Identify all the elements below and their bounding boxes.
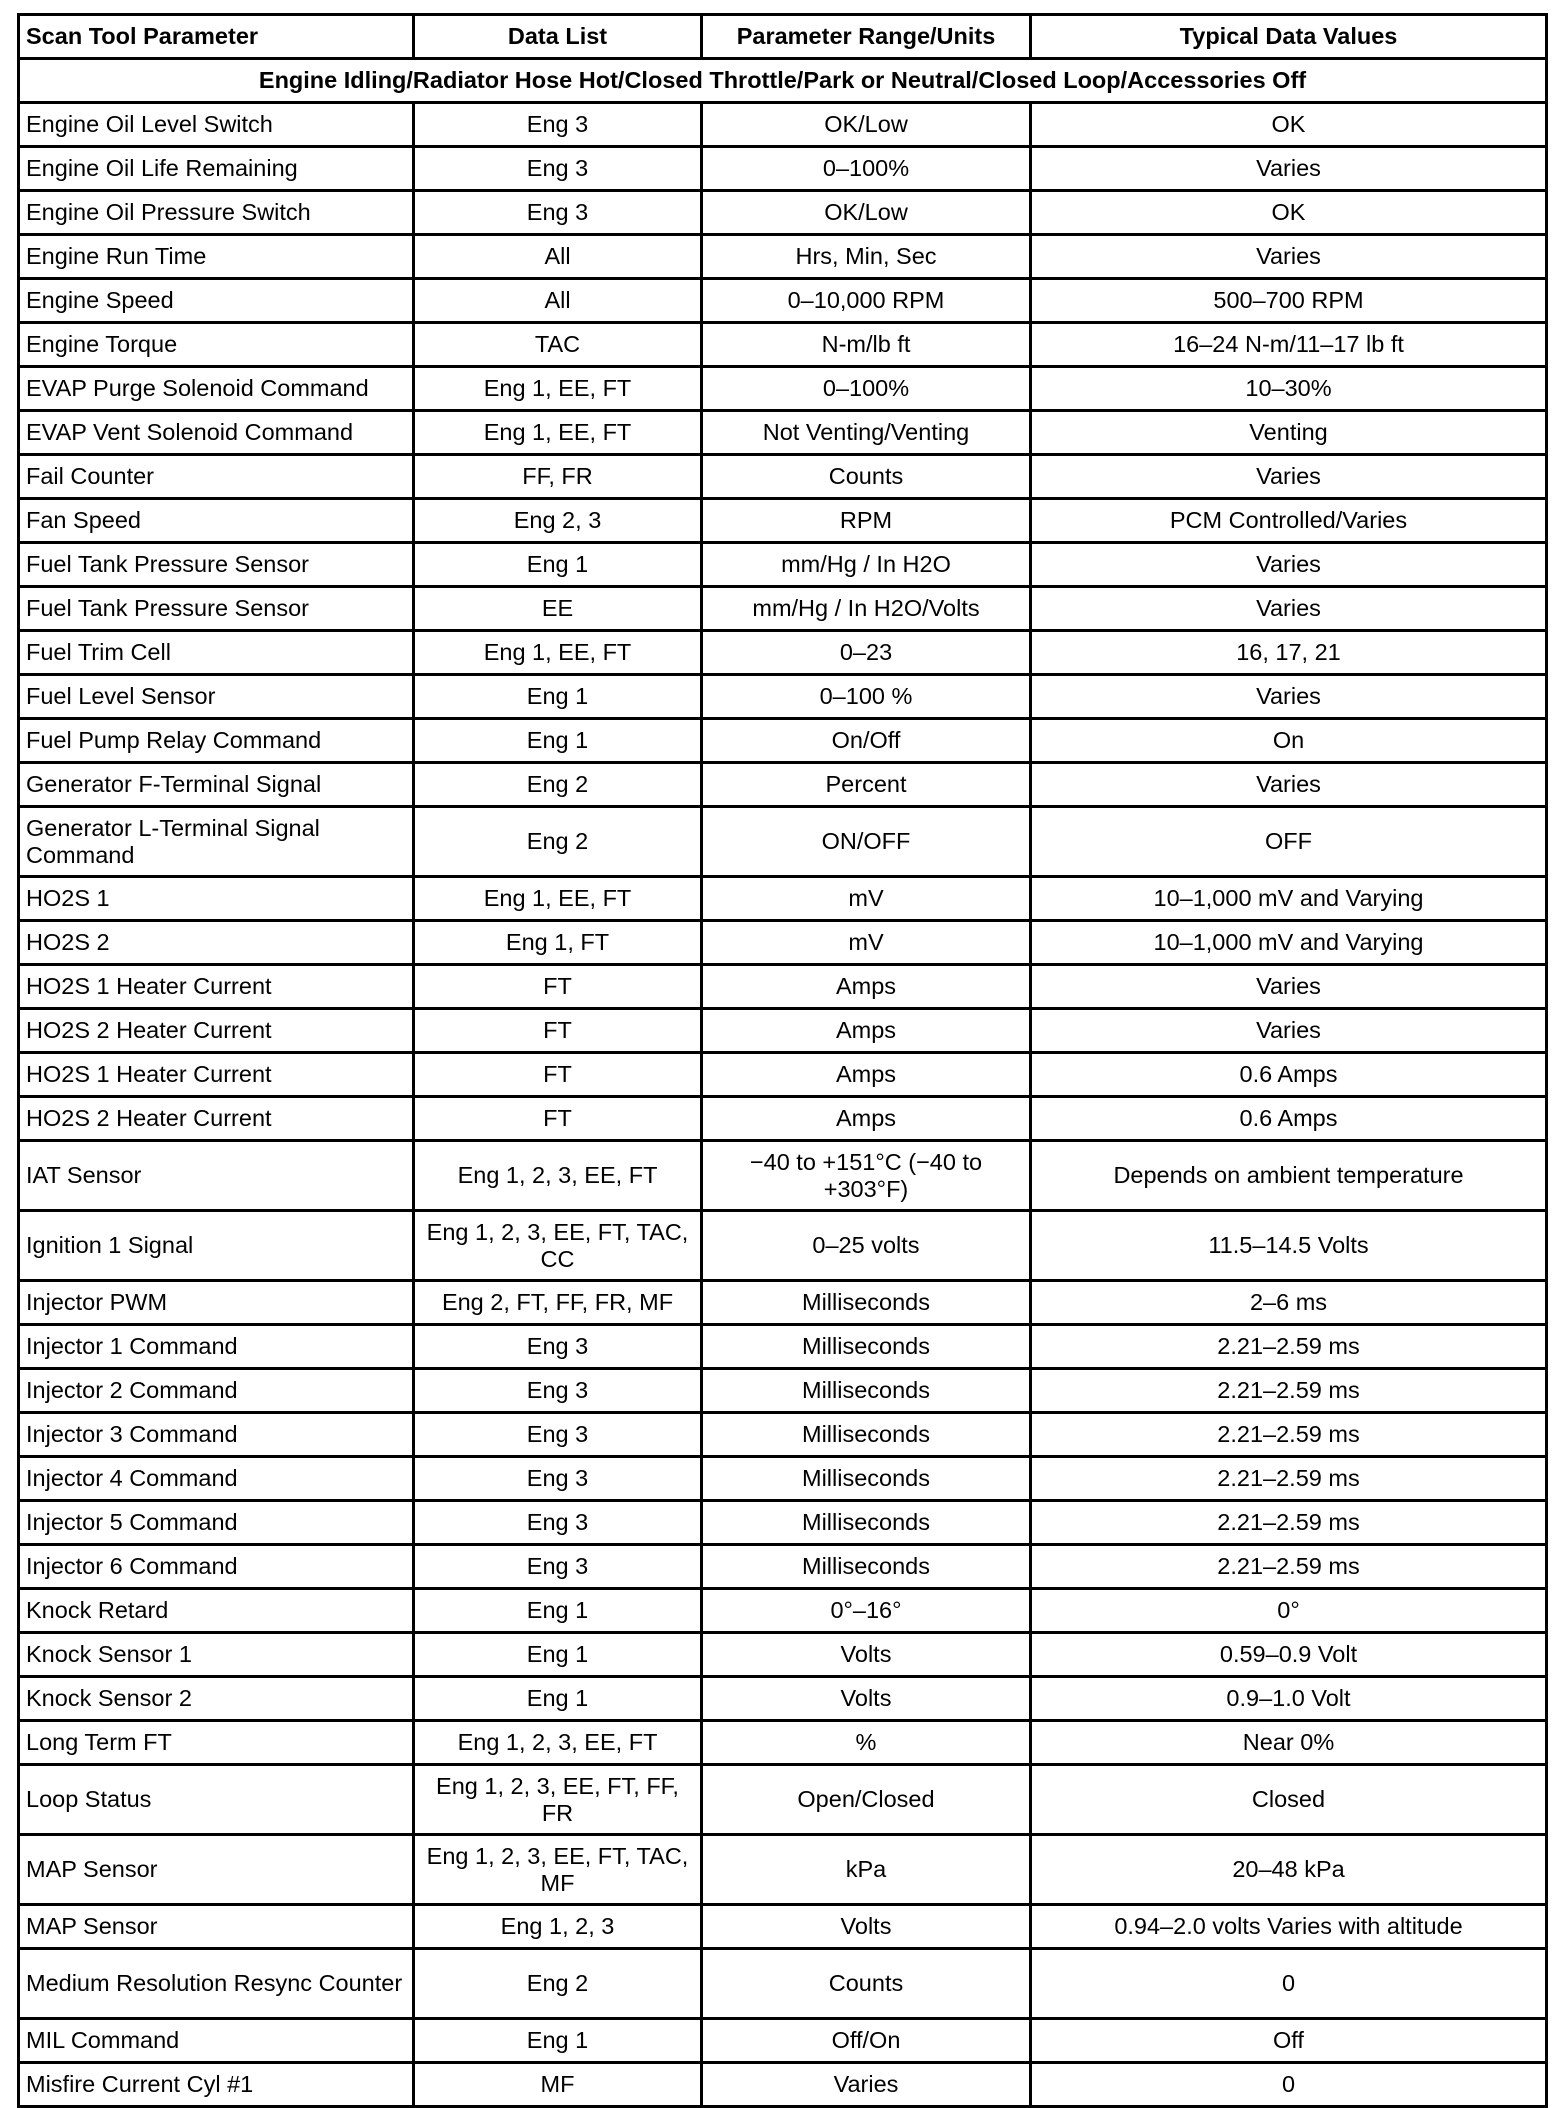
parameter-cell: HO2S 1 Heater Current [19,965,414,1009]
typical-value-cell: 0.6 Amps [1031,1097,1547,1141]
table-row [19,1053,1547,1097]
range-units-cell: Percent [702,763,1031,807]
range-units-cell: Milliseconds [702,1325,1031,1369]
range-units-cell: Milliseconds [702,1413,1031,1457]
table-row [19,2063,1547,2107]
range-units-cell: Milliseconds [702,1501,1031,1545]
typical-value-cell: 0 [1031,2063,1547,2107]
typical-value-cell: Varies [1031,147,1547,191]
typical-value-cell: Varies [1031,543,1547,587]
typical-value-cell: Closed [1031,1765,1547,1835]
data-list-cell: Eng 2, 3 [414,499,702,543]
parameter-cell: Ignition 1 Signal [19,1211,414,1281]
range-units-cell: mV [702,921,1031,965]
range-units-cell: Amps [702,965,1031,1009]
typical-value-cell: 2–6 ms [1031,1281,1547,1325]
data-list-cell: Eng 2 [414,807,702,877]
data-list-cell: FT [414,1097,702,1141]
parameter-cell: Injector 5 Command [19,1501,414,1545]
header-typical-data-values: Typical Data Values [1031,15,1547,59]
table-row [19,279,1547,323]
range-units-cell: OK/Low [702,191,1031,235]
typical-value-cell: PCM Controlled/Varies [1031,499,1547,543]
table-row [19,965,1547,1009]
range-units-cell: kPa [702,1835,1031,1905]
typical-value-cell: On [1031,719,1547,763]
range-units-cell: Amps [702,1053,1031,1097]
typical-value-cell: Varies [1031,965,1547,1009]
data-list-cell: Eng 2, FT, FF, FR, MF [414,1281,702,1325]
data-list-cell: Eng 1, 2, 3, EE, FT, TAC, CC [414,1211,702,1281]
parameter-cell: Fuel Trim Cell [19,631,414,675]
parameter-cell: Engine Oil Life Remaining [19,147,414,191]
range-units-cell: Amps [702,1009,1031,1053]
table-row [19,455,1547,499]
typical-value-cell: Depends on ambient temperature [1031,1141,1547,1211]
typical-value-cell: 0.9–1.0 Volt [1031,1677,1547,1721]
parameter-cell: MIL Command [19,2019,414,2063]
range-units-cell: Milliseconds [702,1545,1031,1589]
range-units-cell: Volts [702,1633,1031,1677]
range-units-cell: OK/Low [702,103,1031,147]
table-row [19,1457,1547,1501]
parameter-cell: EVAP Vent Solenoid Command [19,411,414,455]
data-list-cell: Eng 2 [414,1949,702,2019]
typical-value-cell: Venting [1031,411,1547,455]
table-row [19,877,1547,921]
typical-value-cell: 16–24 N-m/11–17 lb ft [1031,323,1547,367]
range-units-cell: 0–23 [702,631,1031,675]
typical-value-cell: 500–700 RPM [1031,279,1547,323]
data-list-cell: Eng 1 [414,719,702,763]
typical-value-cell: Varies [1031,763,1547,807]
table-row [19,1281,1547,1325]
table-row [19,1905,1547,1949]
range-units-cell: mm/Hg / In H2O/Volts [702,587,1031,631]
range-units-cell: RPM [702,499,1031,543]
parameter-cell: Injector 3 Command [19,1413,414,1457]
range-units-cell: −40 to +151°C (−40 to +303°F) [702,1141,1031,1211]
table-row [19,411,1547,455]
parameter-cell: Engine Oil Pressure Switch [19,191,414,235]
parameter-cell: EVAP Purge Solenoid Command [19,367,414,411]
typical-value-cell: 20–48 kPa [1031,1835,1547,1905]
table-row [19,1211,1547,1281]
parameter-cell: Fuel Tank Pressure Sensor [19,543,414,587]
parameter-cell: Long Term FT [19,1721,414,1765]
parameter-cell: Injector 4 Command [19,1457,414,1501]
table-row [19,1369,1547,1413]
parameter-cell: Fuel Pump Relay Command [19,719,414,763]
data-list-cell: Eng 1 [414,1589,702,1633]
range-units-cell: Amps [702,1097,1031,1141]
data-list-cell: Eng 1, EE, FT [414,367,702,411]
table-row [19,587,1547,631]
table-row [19,631,1547,675]
typical-value-cell: Varies [1031,455,1547,499]
typical-value-cell: 0.6 Amps [1031,1053,1547,1097]
data-list-cell: Eng 3 [414,1413,702,1457]
header-data-list: Data List [414,15,702,59]
parameter-cell: HO2S 2 Heater Current [19,1009,414,1053]
data-list-cell: Eng 1, 2, 3, EE, FT [414,1721,702,1765]
table-row [19,921,1547,965]
range-units-cell: On/Off [702,719,1031,763]
range-units-cell: 0–100% [702,147,1031,191]
parameter-cell: Fail Counter [19,455,414,499]
data-list-cell: MF [414,2063,702,2107]
typical-value-cell: 0.94–2.0 volts Varies with altitude [1031,1905,1547,1949]
data-list-cell: Eng 1 [414,543,702,587]
parameter-cell: Medium Resolution Resync Counter [19,1949,414,2019]
parameter-cell: Engine Run Time [19,235,414,279]
typical-value-cell: OK [1031,191,1547,235]
parameter-cell: HO2S 1 [19,877,414,921]
range-units-cell: 0–25 volts [702,1211,1031,1281]
table-row [19,1949,1547,2019]
data-list-cell: Eng 3 [414,1545,702,1589]
typical-value-cell: 2.21–2.59 ms [1031,1545,1547,1589]
data-list-cell: Eng 1, 2, 3, EE, FT, FF, FR [414,1765,702,1835]
range-units-cell: Milliseconds [702,1281,1031,1325]
table-row [19,1413,1547,1457]
parameter-cell: IAT Sensor [19,1141,414,1211]
parameter-cell: Fuel Level Sensor [19,675,414,719]
table-row [19,367,1547,411]
data-list-cell: FF, FR [414,455,702,499]
range-units-cell: Open/Closed [702,1765,1031,1835]
range-units-cell: 0°–16° [702,1589,1031,1633]
typical-value-cell: 2.21–2.59 ms [1031,1457,1547,1501]
section-title: Engine Idling/Radiator Hose Hot/Closed Throttle/Park or Neutral/Closed Loop/Accessories Off [19,59,1547,103]
table-row [19,807,1547,877]
data-list-cell: Eng 1 [414,675,702,719]
parameter-cell: Engine Oil Level Switch [19,103,414,147]
data-list-cell: Eng 1 [414,1677,702,1721]
range-units-cell: 0–100 % [702,675,1031,719]
typical-value-cell: 2.21–2.59 ms [1031,1325,1547,1369]
data-list-cell: Eng 1 [414,1633,702,1677]
range-units-cell: Counts [702,455,1031,499]
range-units-cell: mV [702,877,1031,921]
data-list-cell: FT [414,1009,702,1053]
typical-value-cell: 2.21–2.59 ms [1031,1501,1547,1545]
typical-value-cell: 16, 17, 21 [1031,631,1547,675]
table-row [19,1589,1547,1633]
data-list-cell: Eng 1, EE, FT [414,631,702,675]
typical-value-cell: OK [1031,103,1547,147]
table-row [19,1545,1547,1589]
range-units-cell: ON/OFF [702,807,1031,877]
typical-value-cell: Varies [1031,235,1547,279]
data-list-cell: Eng 3 [414,1457,702,1501]
range-units-cell: 0–10,000 RPM [702,279,1031,323]
parameter-cell: Generator L-Terminal Signal Command [19,807,414,877]
parameter-cell: Engine Speed [19,279,414,323]
range-units-cell: Milliseconds [702,1369,1031,1413]
data-list-cell: TAC [414,323,702,367]
table-row [19,543,1547,587]
parameter-cell: Loop Status [19,1765,414,1835]
parameter-cell: HO2S 1 Heater Current [19,1053,414,1097]
parameter-cell: Knock Retard [19,1589,414,1633]
typical-value-cell: 2.21–2.59 ms [1031,1369,1547,1413]
data-list-cell: Eng 3 [414,1325,702,1369]
table-row [19,235,1547,279]
typical-value-cell: Varies [1031,675,1547,719]
typical-value-cell: Varies [1031,587,1547,631]
table-row [19,1721,1547,1765]
range-units-cell: mm/Hg / In H2O [702,543,1031,587]
table-row [19,147,1547,191]
table-row [19,191,1547,235]
range-units-cell: Milliseconds [702,1457,1031,1501]
typical-value-cell: 10–1,000 mV and Varying [1031,921,1547,965]
data-list-cell: FT [414,965,702,1009]
typical-value-cell: 11.5–14.5 Volts [1031,1211,1547,1281]
typical-value-cell: 0° [1031,1589,1547,1633]
header-scan-tool-parameter: Scan Tool Parameter [19,15,414,59]
table-row [19,1677,1547,1721]
range-units-cell: Not Venting/Venting [702,411,1031,455]
parameter-cell: MAP Sensor [19,1905,414,1949]
typical-value-cell: 0.59–0.9 Volt [1031,1633,1547,1677]
range-units-cell: % [702,1721,1031,1765]
table-row [19,1009,1547,1053]
parameter-cell: Fuel Tank Pressure Sensor [19,587,414,631]
data-list-cell: Eng 1, EE, FT [414,877,702,921]
parameter-cell: Injector 2 Command [19,1369,414,1413]
parameter-cell: MAP Sensor [19,1835,414,1905]
table-row [19,1835,1547,1905]
table-row [19,1325,1547,1369]
table-row [19,763,1547,807]
section-row [19,59,1547,103]
table-row [19,499,1547,543]
data-list-cell: EE [414,587,702,631]
table-row [19,1765,1547,1835]
data-list-cell: Eng 1, 2, 3, EE, FT, TAC, MF [414,1835,702,1905]
parameter-cell: Misfire Current Cyl #1 [19,2063,414,2107]
table-row [19,1097,1547,1141]
data-list-cell: All [414,235,702,279]
data-list-cell: Eng 3 [414,1369,702,1413]
header-parameter-range-units: Parameter Range/Units [702,15,1031,59]
typical-value-cell: 10–30% [1031,367,1547,411]
range-units-cell: N-m/lb ft [702,323,1031,367]
table-row [19,1633,1547,1677]
data-list-cell: Eng 1, 2, 3 [414,1905,702,1949]
data-list-cell: FT [414,1053,702,1097]
header-row [19,15,1547,59]
typical-value-cell: 2.21–2.59 ms [1031,1413,1547,1457]
range-units-cell: Hrs, Min, Sec [702,235,1031,279]
parameter-cell: HO2S 2 [19,921,414,965]
range-units-cell: Off/On [702,2019,1031,2063]
range-units-cell: Volts [702,1905,1031,1949]
parameter-cell: Engine Torque [19,323,414,367]
table-row [19,103,1547,147]
typical-value-cell: Varies [1031,1009,1547,1053]
parameter-cell: Injector 1 Command [19,1325,414,1369]
typical-value-cell: 0 [1031,1949,1547,2019]
scan-tool-data-table [17,13,1548,2108]
data-list-cell: Eng 3 [414,191,702,235]
typical-value-cell: OFF [1031,807,1547,877]
table-row [19,675,1547,719]
table-row [19,323,1547,367]
data-list-cell: Eng 3 [414,103,702,147]
data-list-cell: Eng 1, EE, FT [414,411,702,455]
typical-value-cell: 10–1,000 mV and Varying [1031,877,1547,921]
data-list-cell: Eng 1, FT [414,921,702,965]
table-row [19,719,1547,763]
data-list-cell: Eng 2 [414,763,702,807]
typical-value-cell: Off [1031,2019,1547,2063]
parameter-cell: Knock Sensor 2 [19,1677,414,1721]
range-units-cell: Volts [702,1677,1031,1721]
typical-value-cell: Near 0% [1031,1721,1547,1765]
data-list-cell: Eng 3 [414,1501,702,1545]
range-units-cell: Counts [702,1949,1031,2019]
data-list-cell: Eng 1, 2, 3, EE, FT [414,1141,702,1211]
table-row [19,1141,1547,1211]
data-list-cell: All [414,279,702,323]
table-row [19,1501,1547,1545]
parameter-cell: HO2S 2 Heater Current [19,1097,414,1141]
data-list-cell: Eng 1 [414,2019,702,2063]
range-units-cell: Varies [702,2063,1031,2107]
range-units-cell: 0–100% [702,367,1031,411]
parameter-cell: Knock Sensor 1 [19,1633,414,1677]
parameter-cell: Fan Speed [19,499,414,543]
parameter-cell: Injector PWM [19,1281,414,1325]
data-list-cell: Eng 3 [414,147,702,191]
parameter-cell: Generator F-Terminal Signal [19,763,414,807]
table-row [19,2019,1547,2063]
parameter-cell: Injector 6 Command [19,1545,414,1589]
